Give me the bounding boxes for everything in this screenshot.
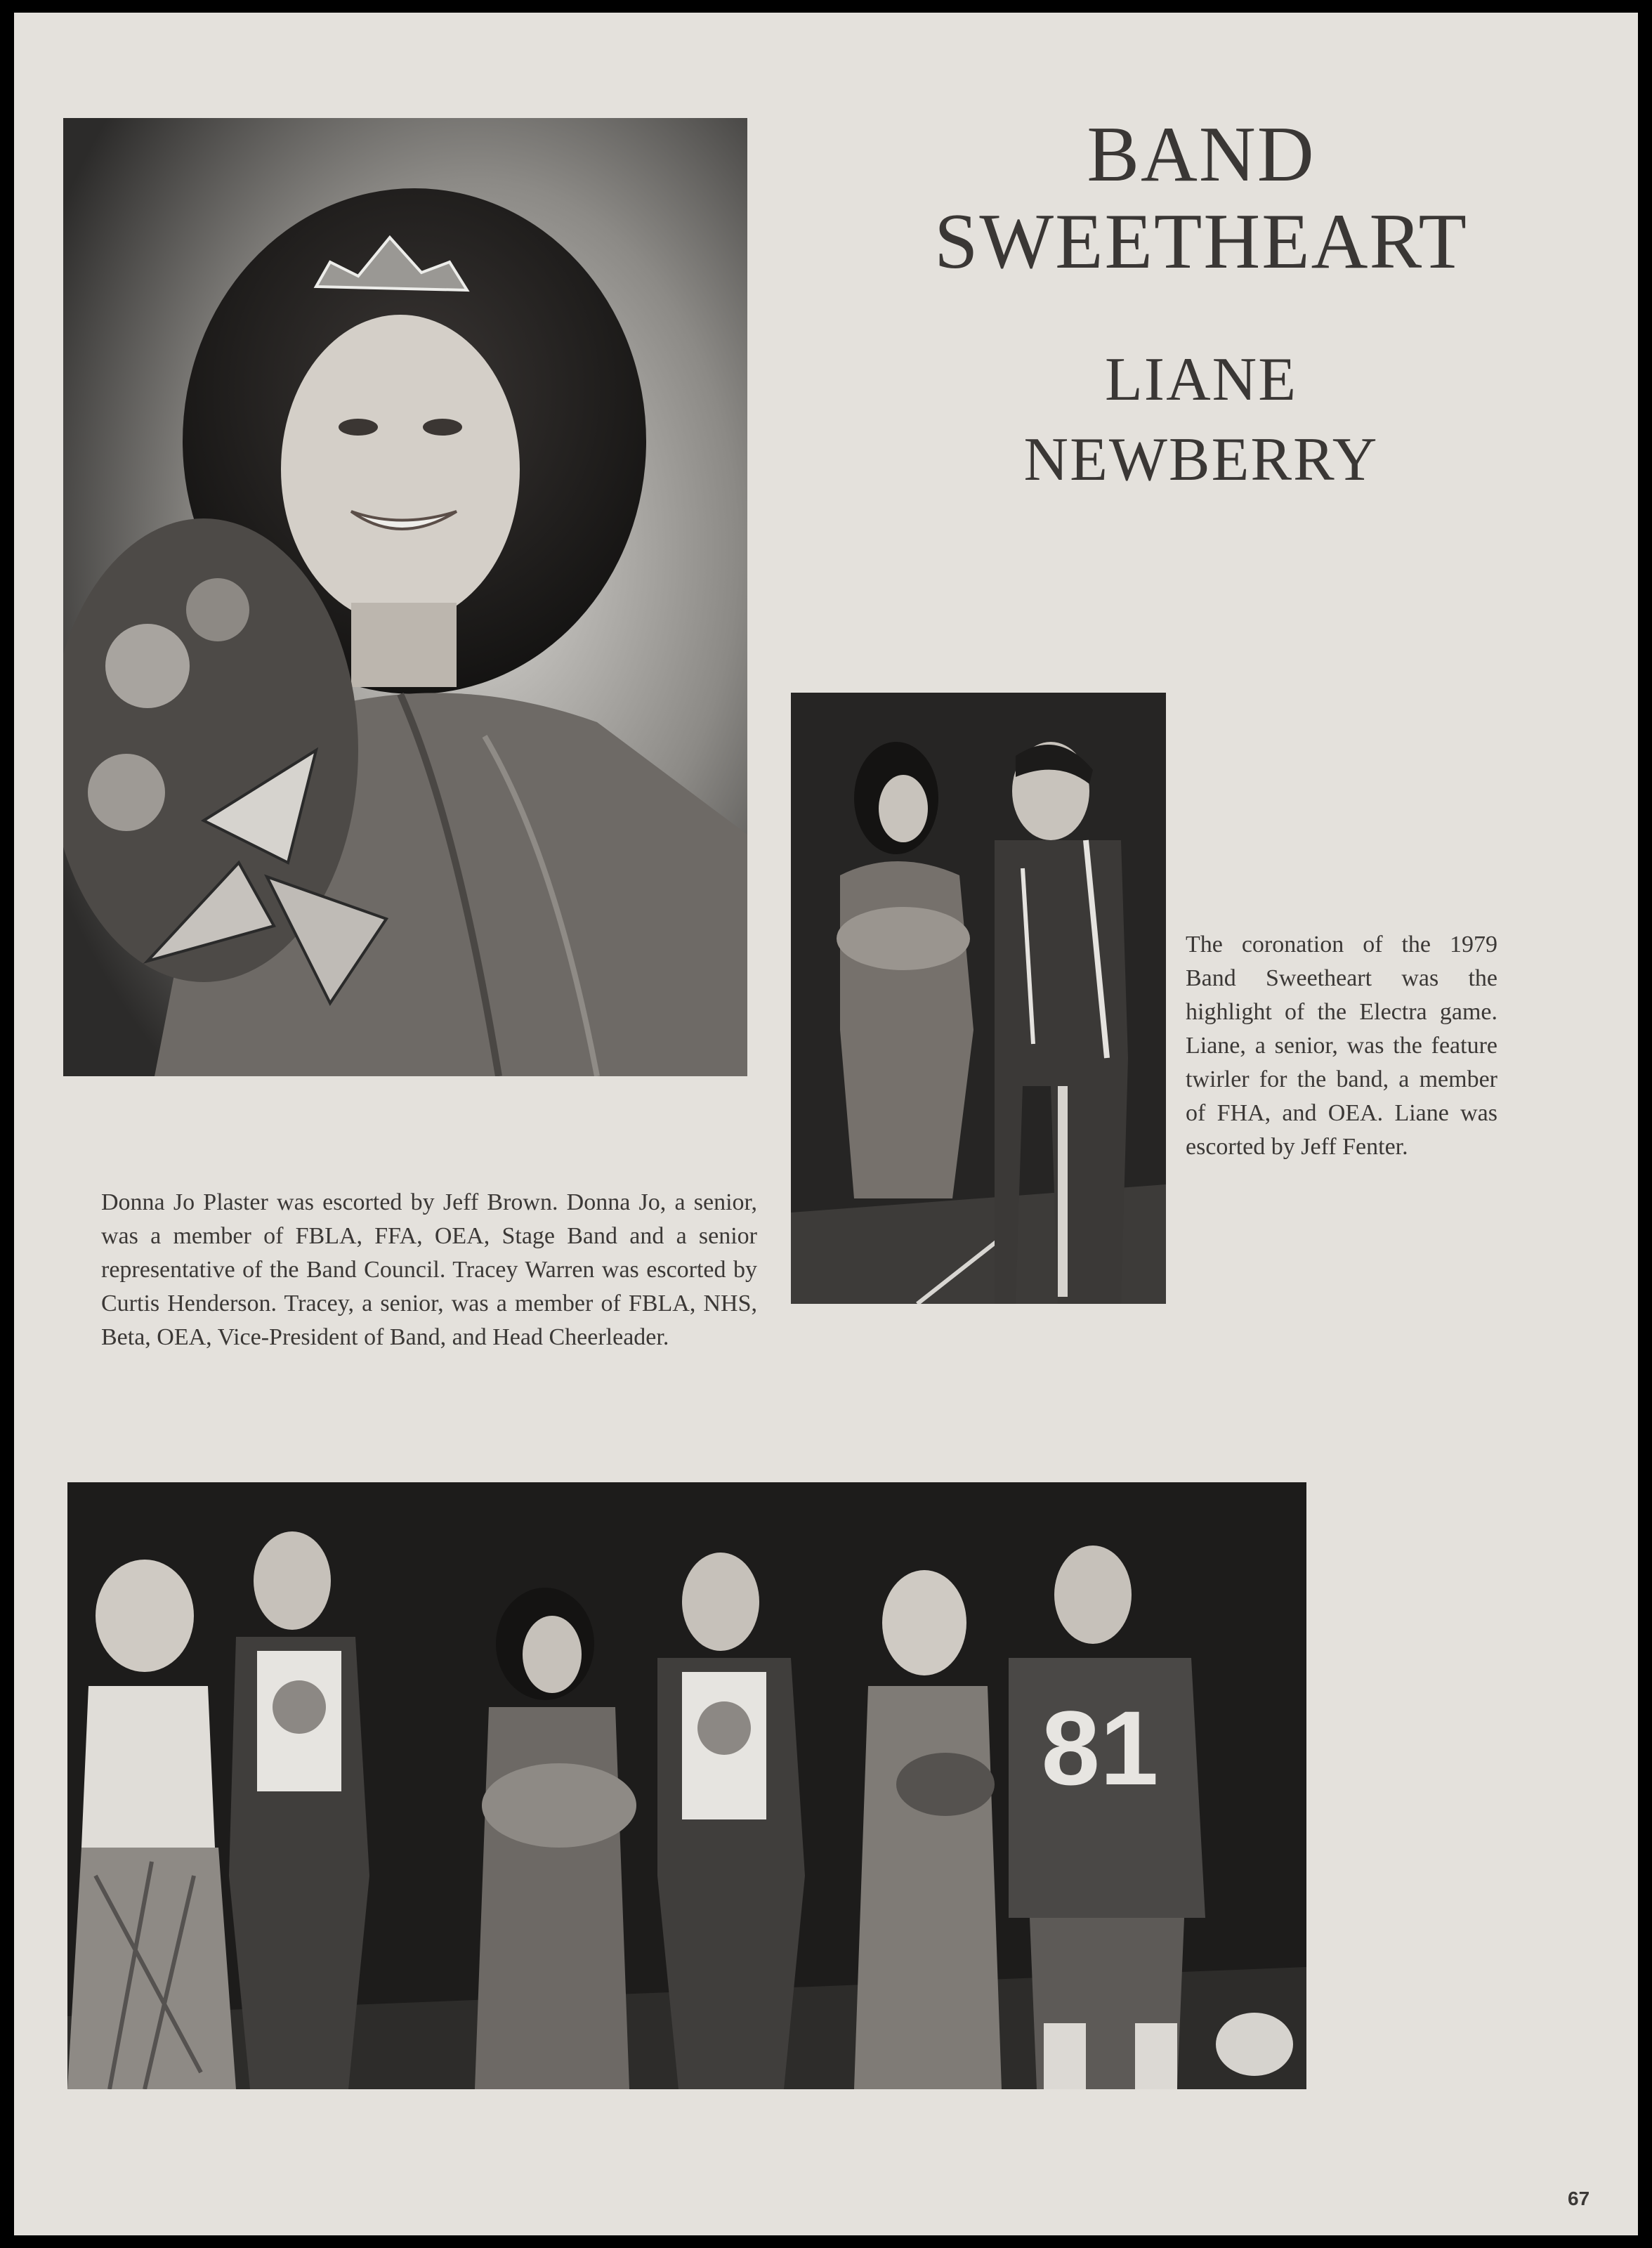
coronation-photo <box>791 693 1166 1304</box>
title-line-2: SWEETHEART <box>934 198 1468 285</box>
page-number: 67 <box>1568 2188 1590 2209</box>
yearbook-page <box>14 13 1638 2235</box>
attendants-caption-text: Donna Jo Plaster was escorted by Jeff Brown. Donna Jo, a senior, was a member of FBLA, FFA, OEA, Stage Band and a senior representative of the Band Council. Tracey Warren was escorted by Curtis Henderson. Tracey, a senior, was a member of FBLA, NHS, Beta, OEA, Vice-President of Band, and Head Cheerleader. <box>101 1189 757 1350</box>
sweetheart-name <box>815 340 1587 500</box>
jersey-number: 81 <box>1041 1689 1159 1807</box>
coronation-caption-text: The coronation of the 1979 Band Sweetheart was the highlight of the Electra game. Liane, a senior, was the feature twirler for the band, a member of FHA, and OEA. Liane was escorted by Jeff Fenter. <box>1186 932 1497 1160</box>
title-line-1: BAND <box>1087 111 1316 198</box>
portrait-photo <box>63 118 747 1076</box>
group-photo <box>67 1482 1306 2089</box>
name-line-1: LIANE <box>1105 346 1297 414</box>
coronation-caption <box>1186 928 1497 1164</box>
name-line-2: NEWBERRY <box>1023 426 1379 494</box>
page-title <box>815 111 1587 285</box>
attendants-caption <box>101 1186 757 1354</box>
